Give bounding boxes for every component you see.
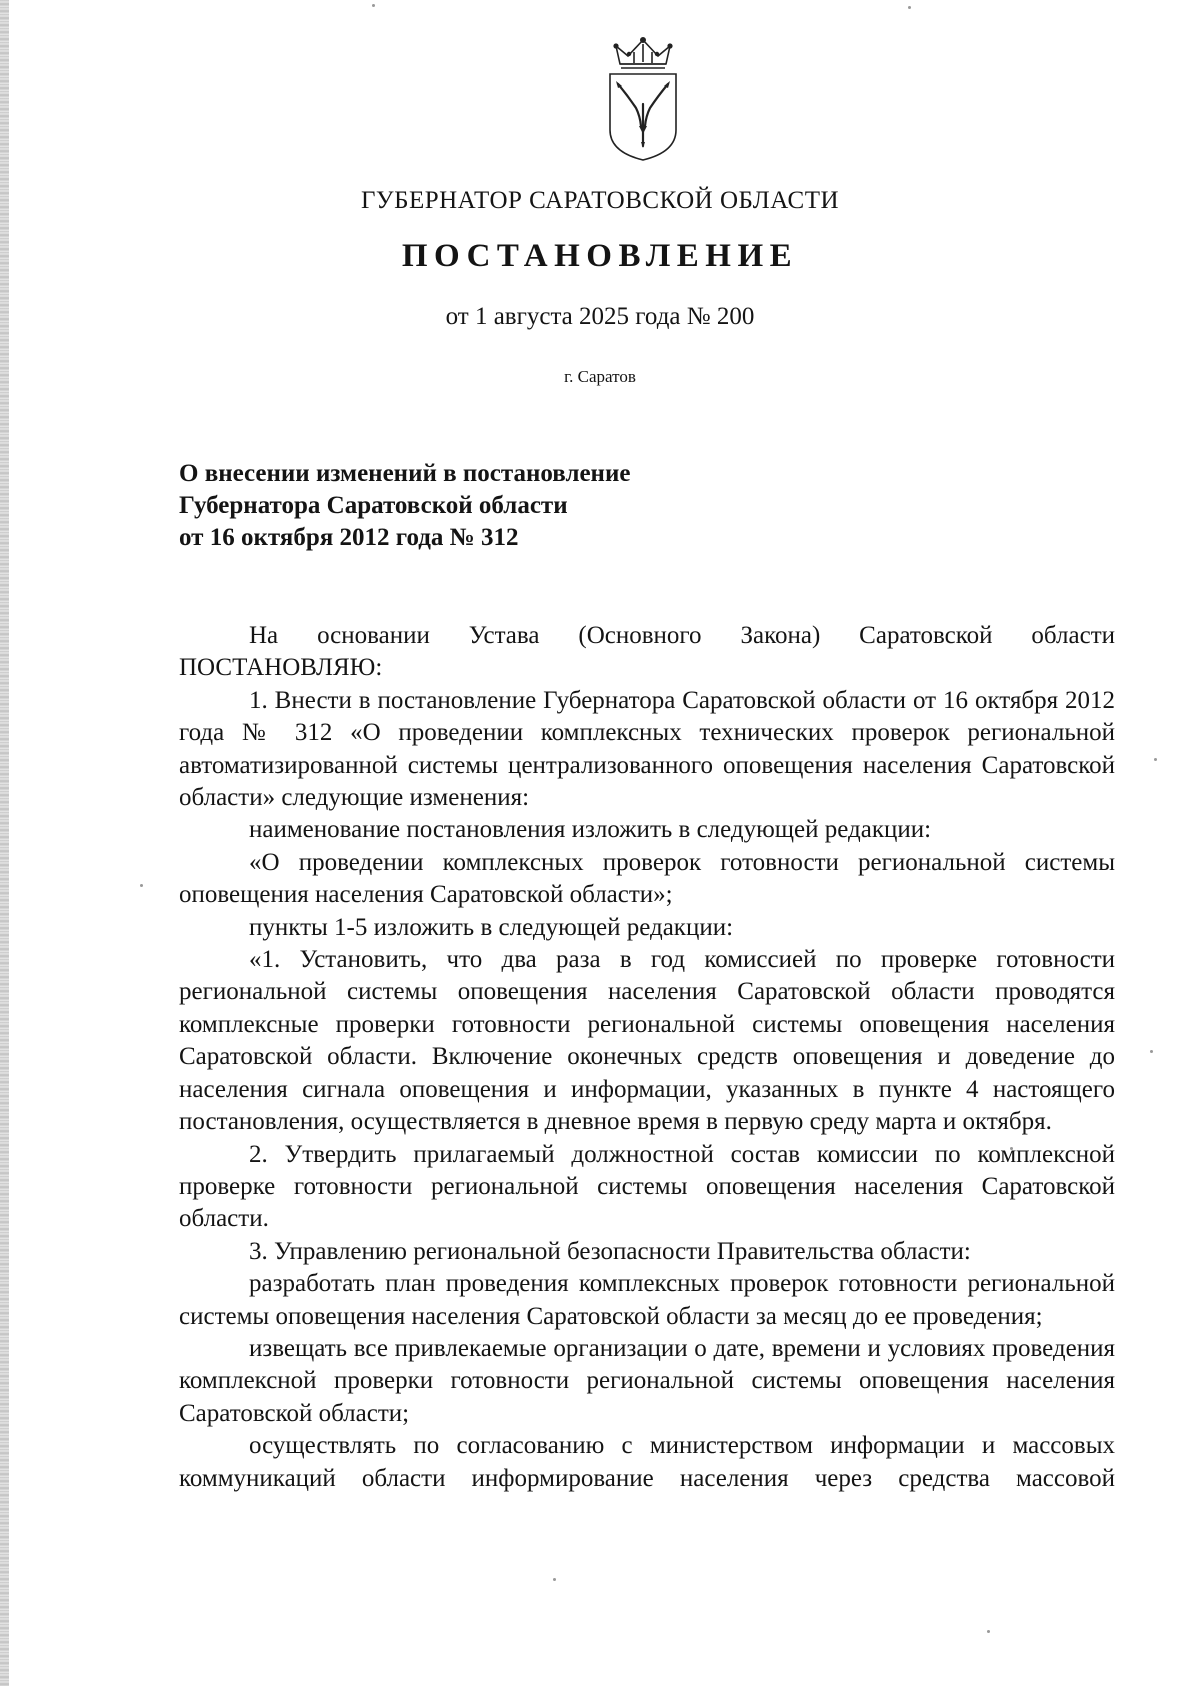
body-paragraph: 3. Управлению региональной безопасности Правительства области:: [249, 1237, 971, 1265]
scan-speck: [140, 884, 143, 887]
document-body: [179, 620, 1115, 1495]
title-line: от 16 октября 2012 года № 312: [179, 524, 519, 551]
document-subject-title: [179, 458, 879, 554]
body-paragraph: разработать план проведения комплексных проверок готовности региональной системы оповещения населения Саратовской области за месяц до ее проведения;: [179, 1270, 1115, 1330]
resolution-word: ПОСТАНОВЛЯЮ:: [179, 654, 383, 682]
body-paragraph: «1. Установить, что два раза в год комиссией по проверке готовности региональной системы оповещения населения Саратовской области проводятся комплексные проверки готовности региональной системы оповещения населения Саратовской области. Включение оконечных средств оповещения и доведение до населения сигнала оповещения и информации, указанных в пункте 4 настоящего постановления, осуществляется в дневное время в первую среду марта и октября.: [179, 946, 1115, 1136]
scan-speck: [987, 1630, 990, 1633]
scan-speck: [372, 4, 375, 7]
body-paragraph: осуществлять по согласованию с министерством информации и массовых коммуникаций области информирование населения через средства массовой: [179, 1432, 1115, 1492]
scan-speck: [553, 1578, 556, 1581]
document-date-number: от 1 августа 2025 года № 200: [445, 303, 755, 330]
title-line: О внесении изменений в постановление: [179, 460, 631, 487]
scan-speck: [908, 6, 911, 9]
title-line: Губернатора Саратовской области: [179, 492, 568, 519]
saratov-coat-of-arms-icon: [606, 34, 680, 162]
body-paragraph: 1. Внести в постановление Губернатора Саратовской области от 16 октября 2012 года № 312 «О проведении комплексных технических проверок региональной автоматизированной системы централизованного оповещения населения Саратовской области» следующие изменения:: [179, 686, 1115, 812]
document-city: г. Саратов: [564, 367, 636, 386]
body-paragraph: извещать все привлекаемые организации о дате, времени и условиях проведения комплексной проверки готовности региональной системы оповещения населения Саратовской области;: [179, 1334, 1115, 1427]
body-paragraph: наименование постановления изложить в следующей редакции:: [249, 816, 932, 844]
preamble-paragraph: На основании Устава (Основного Закона) Саратовской области: [249, 622, 1115, 649]
body-paragraph: «О проведении комплексных проверок готовности региональной системы оповещения населения Саратовской области»;: [179, 848, 1115, 909]
body-paragraph: пункты 1-5 изложить в следующей редакции:: [249, 913, 734, 941]
scan-speck: [1150, 1050, 1153, 1053]
document-type: ПОСТАНОВЛЕНИЕ: [401, 238, 799, 274]
issuing-authority: ГУБЕРНАТОР САРАТОВСКОЙ ОБЛАСТИ: [360, 187, 840, 214]
body-paragraph: 2. Утвердить прилагаемый должностной состав комиссии по комплексной проверке готовности региональной системы оповещения населения Саратовской области.: [179, 1140, 1115, 1233]
scan-speck: [1154, 758, 1157, 761]
